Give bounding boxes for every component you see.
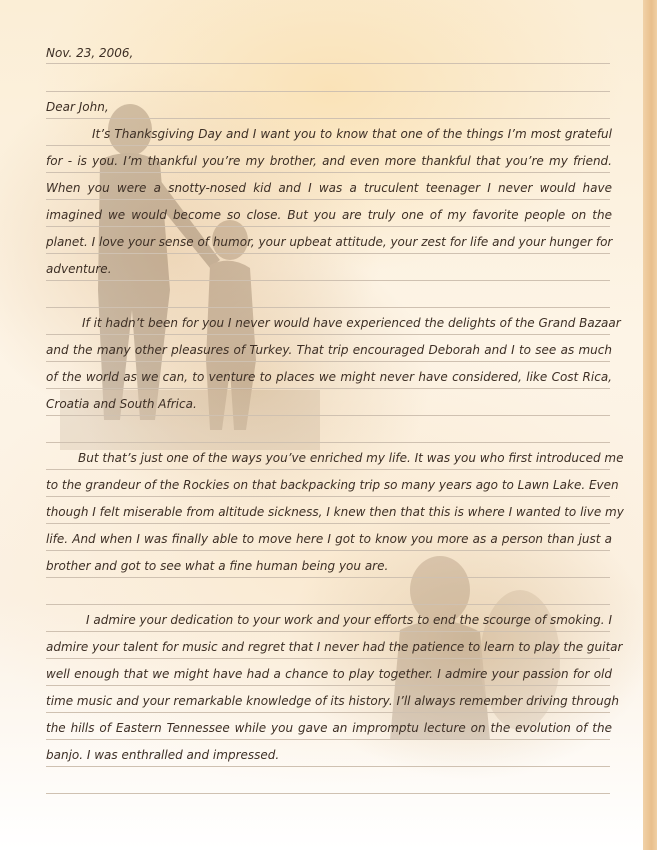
ruled-line (46, 631, 610, 632)
right-border-strip (643, 0, 657, 850)
ruled-line (46, 280, 610, 281)
letter-salutation: Dear John, (46, 100, 109, 114)
ruled-line (46, 361, 610, 362)
paragraph-2-line-3: of the world as we can, to venture to places we might never have considered, like Cost Rica, (46, 370, 612, 384)
paragraph-3-line-4: life. And when I was finally able to move here I got to know you more as a person than just a (46, 532, 612, 546)
ruled-line (46, 793, 610, 794)
ruled-line (46, 118, 610, 119)
ruled-line (46, 334, 610, 335)
ruled-line (46, 442, 610, 443)
paragraph-3-line-1: But that’s just one of the ways you’ve enriched my life. It was you who first introduced me (78, 451, 624, 465)
ruled-line (46, 307, 610, 308)
ruled-line (46, 604, 610, 605)
ruled-line (46, 685, 610, 686)
ruled-line (46, 91, 610, 92)
paragraph-3-line-3: though I felt miserable from altitude sickness, I knew then that this is where I wanted to live my (46, 505, 624, 519)
paragraph-1-line-1: It’s Thanksgiving Day and I want you to know that one of the things I’m most grateful (92, 127, 612, 141)
ruled-line (46, 145, 610, 146)
paragraph-4-line-4: time music and your remarkable knowledge of its history. I’ll always remember driving through (46, 694, 619, 708)
ruled-line (46, 523, 610, 524)
paragraph-1-line-6: adventure. (46, 262, 112, 276)
paragraph-1-line-3: When you were a snotty-nosed kid and I was a truculent teenager I never would have (46, 181, 612, 195)
ruled-line (46, 226, 610, 227)
paragraph-1-line-5: planet. I love your sense of humor, your upbeat attitude, your zest for life and your hunger for (46, 235, 613, 249)
paragraph-3-line-2: to the grandeur of the Rockies on that backpacking trip so many years ago to Lawn Lake. Even (46, 478, 619, 492)
ruled-line (46, 469, 610, 470)
ruled-line (46, 658, 610, 659)
paragraph-4-line-2: admire your talent for music and regret that I never had the patience to learn to play the guitar (46, 640, 623, 654)
paragraph-4-line-3: well enough that we might have had a chance to play together. I admire your passion for old (46, 667, 612, 681)
ruled-line (46, 712, 610, 713)
paragraph-2-line-1: If it hadn’t been for you I never would have experienced the delights of the Grand Bazaar (82, 316, 621, 330)
ruled-line (46, 496, 610, 497)
paragraph-4-line-6: banjo. I was enthralled and impressed. (46, 748, 280, 762)
paragraph-4-line-1: I admire your dedication to your work and your efforts to end the scourge of smoking. I (86, 613, 612, 627)
ruled-line (46, 172, 610, 173)
paragraph-2-line-4: Croatia and South Africa. (46, 397, 197, 411)
paragraph-2-line-2: and the many other pleasures of Turkey. That trip encouraged Deborah and I to see as much (46, 343, 612, 357)
ruled-line (46, 739, 610, 740)
paragraph-1-line-4: imagined we would become so close. But you are truly one of my favorite people on the (46, 208, 612, 222)
letter-date: Nov. 23, 2006, (46, 46, 134, 60)
ruled-line (46, 63, 610, 64)
ruled-line (46, 253, 610, 254)
ruled-line (46, 766, 610, 767)
paragraph-3-line-5: brother and got to see what a fine human being you are. (46, 559, 389, 573)
ruled-line (46, 388, 610, 389)
ruled-line (46, 577, 610, 578)
paragraph-4-line-5: the hills of Eastern Tennessee while you gave an impromptu lecture on the evolution of the (46, 721, 612, 735)
ruled-line (46, 199, 610, 200)
paragraph-1-line-2: for - is you. I’m thankful you’re my brother, and even more thankful that you’re my friend. (46, 154, 612, 168)
ruled-line (46, 415, 610, 416)
ruled-line (46, 550, 610, 551)
